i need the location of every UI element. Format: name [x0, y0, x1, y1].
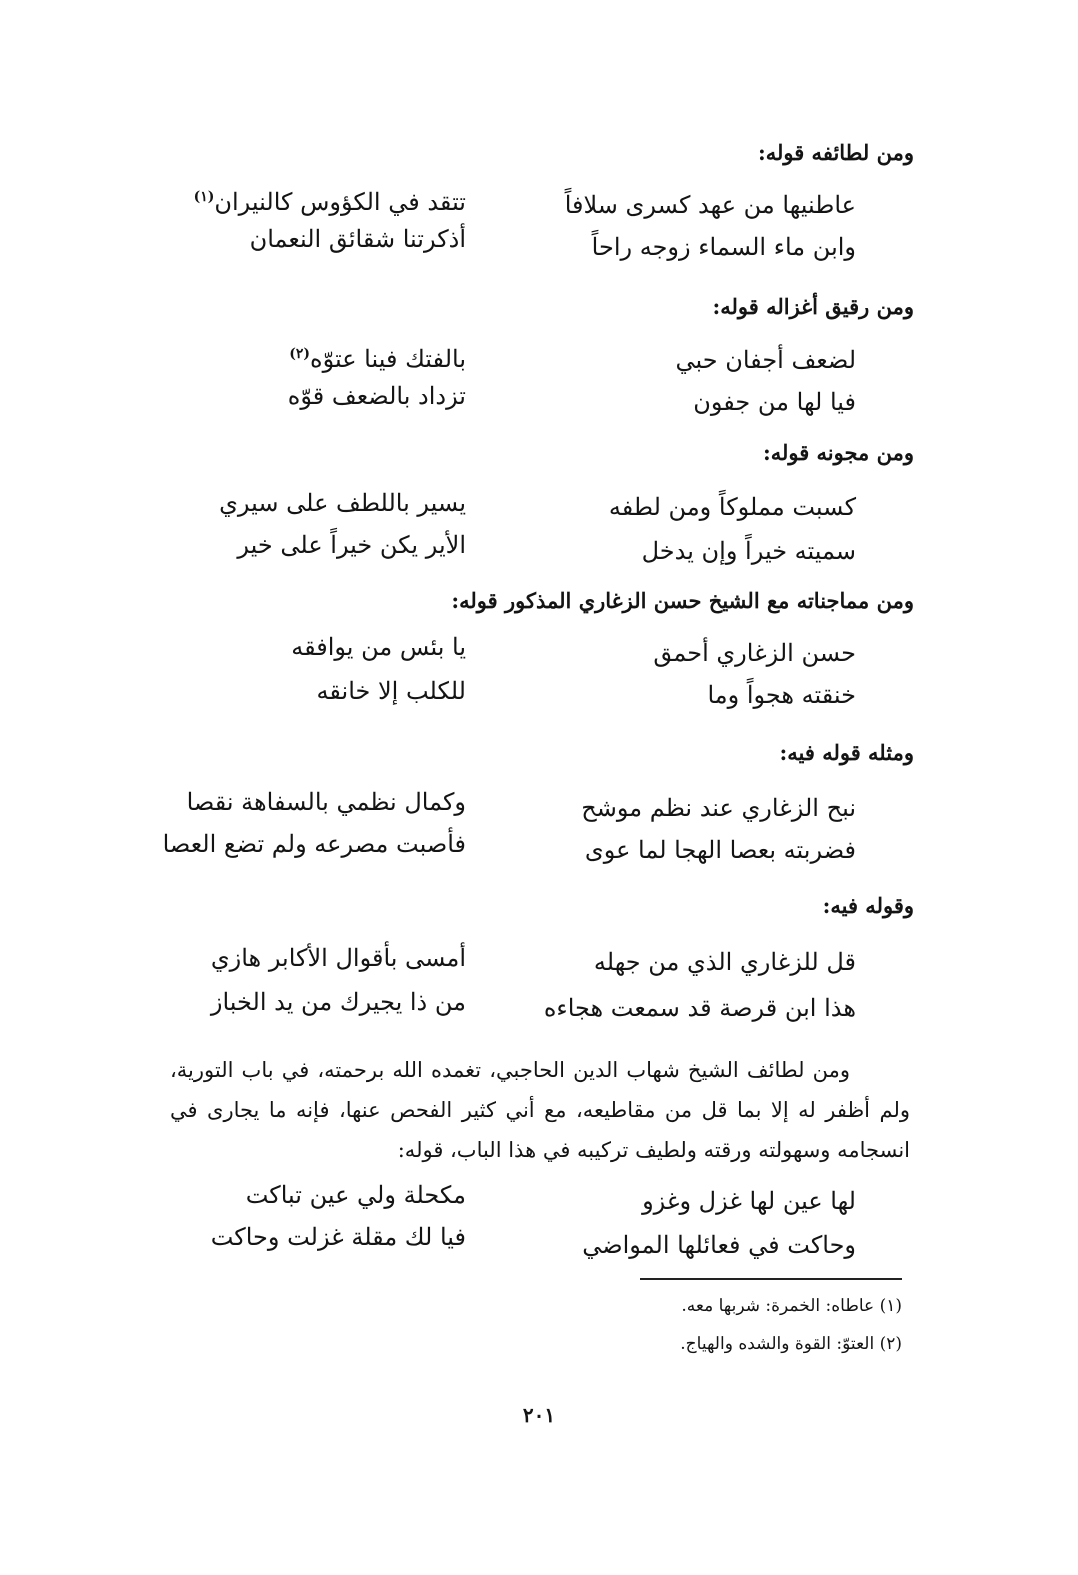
hemistich-text: تتقد في الكؤوس كالنيران [214, 188, 466, 216]
section-intro: ومن لطائفه قوله: [757, 140, 914, 165]
verse-second-hemistich: يسير باللطف على سيري [219, 489, 466, 517]
verse-second-hemistich: تزداد بالضعف قوّه [287, 382, 466, 410]
verse-couplet [0, 180, 1078, 280]
verse-second-hemistich: أذكرتنا شقائق النعمان [249, 225, 466, 253]
verse-first-hemistich: لضعف أجفان حبي [675, 346, 856, 374]
verse-second-hemistich: يا بئس من يوافقه [291, 633, 466, 661]
footnote-marker: (٢) [289, 346, 311, 362]
verse-second-hemistich: أمسى بأقوال الأكابر هازي [210, 944, 466, 972]
section-intro: ومن مجونه قوله: [762, 440, 914, 465]
verse-first-hemistich: لها عين لها غزل وغزو [642, 1187, 856, 1215]
page-number: ٢٠١ [522, 1403, 556, 1427]
verse-couplet [0, 335, 1078, 435]
verse-second-hemistich: مكحلة ولي عين تباكت [245, 1181, 466, 1209]
section-intro: ومن رقيق أغزاله قوله: [712, 294, 914, 319]
verse-first-hemistich: كسبت مملوكاً ومن لطفه [608, 493, 856, 521]
verse-second-hemistich: من ذا يجيرك من يد الخباز [210, 988, 466, 1016]
section-intro: ومن مماجناته مع الشيخ حسن الزغاري المذكور قوله: [451, 588, 914, 613]
paragraph-text: ومن لطائف الشيخ شهاب الدين الحاجبي، تغمده الله برحمته، في باب التورية، ولم أظفر له إلا بما قل من مقاطيعه، مع أني كثير الفحص عنها، فإنه ما يجارى في انسجامه وسهولته ورقته ولطيف تركيبه في هذا الباب، قوله: [170, 1058, 910, 1162]
verse-first-hemistich: نبح الزغاري عند نظم موشح [581, 794, 856, 822]
verse-couplet [0, 937, 1078, 1037]
footnote: (١) عاطاه: الخمرة: شربها معه. [681, 1296, 902, 1316]
verse-first-hemistich: وحاكت في فعائلها المواضي [582, 1231, 856, 1259]
verse-couplet [0, 1176, 1078, 1276]
verse-first-hemistich: خنقته هجواً وما [707, 681, 856, 709]
section-intro: وقوله فيه: [822, 893, 914, 918]
verse-second-hemistich: الأير يكن خيراً على خير [237, 531, 466, 559]
prose-paragraph [170, 1050, 910, 1170]
hemistich-text: بالفتك فينا عتوّه [310, 345, 466, 373]
verse-couplet [0, 783, 1078, 883]
verse-first-hemistich: عاطنيها من عهد كسرى سلافاً [564, 191, 856, 219]
section-intro: ومثله قوله فيه: [779, 740, 914, 765]
verse-couplet [0, 482, 1078, 582]
verse-first-hemistich: قل للزغاري الذي من جهله [593, 948, 856, 976]
verse-first-hemistich: حسن الزغاري أحمق [653, 639, 856, 667]
verse-first-hemistich: فيا لها من جفون [693, 388, 856, 416]
footnote-separator [640, 1278, 902, 1280]
verse-second-hemistich: للكلب إلا خانقه [316, 677, 466, 705]
footnote: (٢) العتوّ: القوة والشده والهياج. [680, 1334, 902, 1354]
verse-couplet [0, 628, 1078, 728]
verse-second-hemistich: فأصبت مصرعه ولم تضع العصا [162, 830, 466, 858]
verse-first-hemistich: هذا ابن قرصة قد سمعت هجاءه [543, 994, 856, 1022]
verse-first-hemistich: سميته خيراً وإن يدخل [641, 537, 856, 565]
verse-second-hemistich: وكمال نظمي بالسفاهة نقصا [186, 788, 466, 816]
verse-first-hemistich: وابن ماء السماء زوجه راحاً [591, 233, 856, 261]
verse-first-hemistich: فضربته بعصا الهجا لما عوى [584, 836, 856, 864]
verse-second-hemistich: فيا لك مقلة غزلت وحاكت [210, 1223, 466, 1251]
footnote-marker: (١) [193, 189, 215, 205]
